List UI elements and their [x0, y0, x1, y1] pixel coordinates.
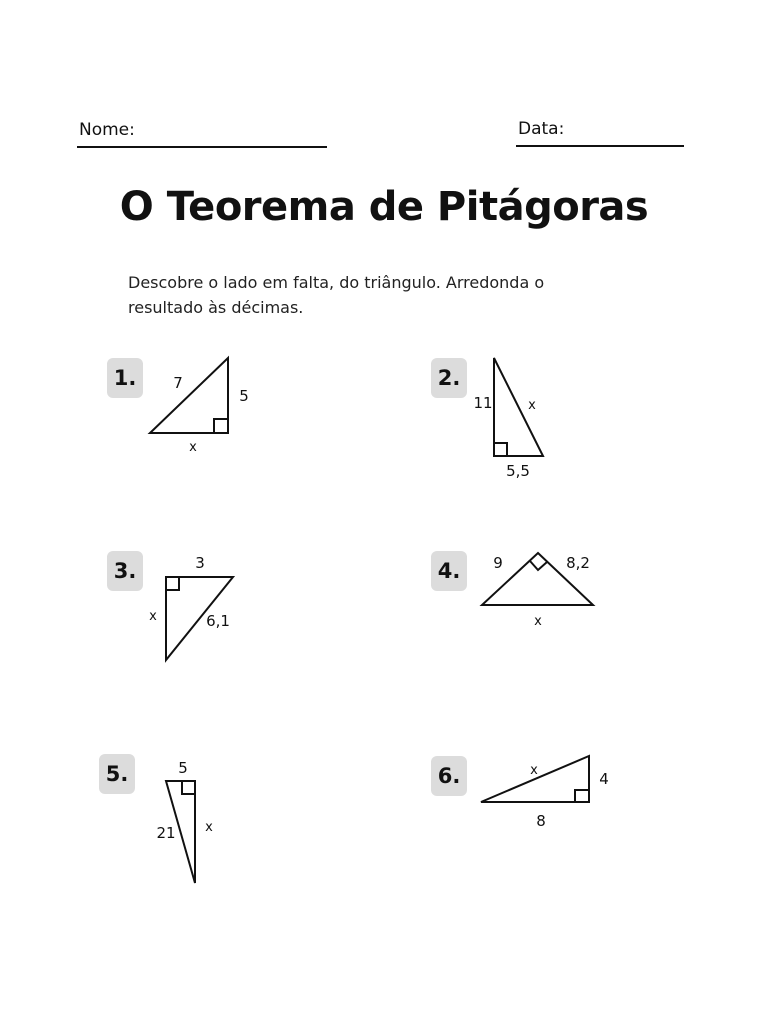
side-label: 5: [239, 387, 249, 405]
right-angle-mark-1: [214, 419, 228, 433]
problem-number-6: 6.: [431, 756, 467, 796]
side-label: x: [205, 820, 213, 835]
problem-number-1: 1.: [107, 358, 143, 398]
side-label: x: [149, 609, 157, 624]
side-label: x: [528, 398, 536, 413]
side-label: 8: [536, 812, 546, 830]
side-label: 8,2: [566, 554, 590, 572]
side-label: x: [189, 440, 197, 455]
side-label: 21: [156, 824, 176, 842]
right-angle-mark-3: [166, 577, 179, 590]
name-label: Nome:: [79, 120, 135, 140]
side-label: 7: [173, 374, 183, 392]
side-label: 6,1: [206, 612, 230, 630]
problem-number-2: 2.: [431, 358, 467, 398]
page-title: O Teorema de Pitágoras: [119, 184, 649, 230]
side-label: 5: [178, 759, 188, 777]
problem-number-4: 4.: [431, 551, 467, 591]
right-angle-mark-6: [575, 790, 589, 802]
right-angle-mark-4: [530, 561, 547, 570]
instructions-text: Descobre o lado em falta, do triângulo. Arredonda o resultado às décimas.: [128, 273, 545, 317]
triangle-1: [150, 358, 228, 433]
date-label: Data:: [518, 119, 565, 139]
side-label: 4: [599, 770, 609, 788]
side-label: 9: [493, 554, 503, 572]
problem-number-3: 3.: [107, 551, 143, 591]
right-angle-mark-2: [494, 443, 507, 456]
side-label: 5,5: [506, 462, 530, 480]
side-label: x: [530, 763, 538, 778]
problem-number-5: 5.: [99, 754, 135, 794]
right-angle-mark-5: [182, 781, 195, 794]
side-label: 11: [473, 394, 493, 412]
side-label: x: [534, 614, 542, 629]
side-label: 3: [195, 554, 205, 572]
